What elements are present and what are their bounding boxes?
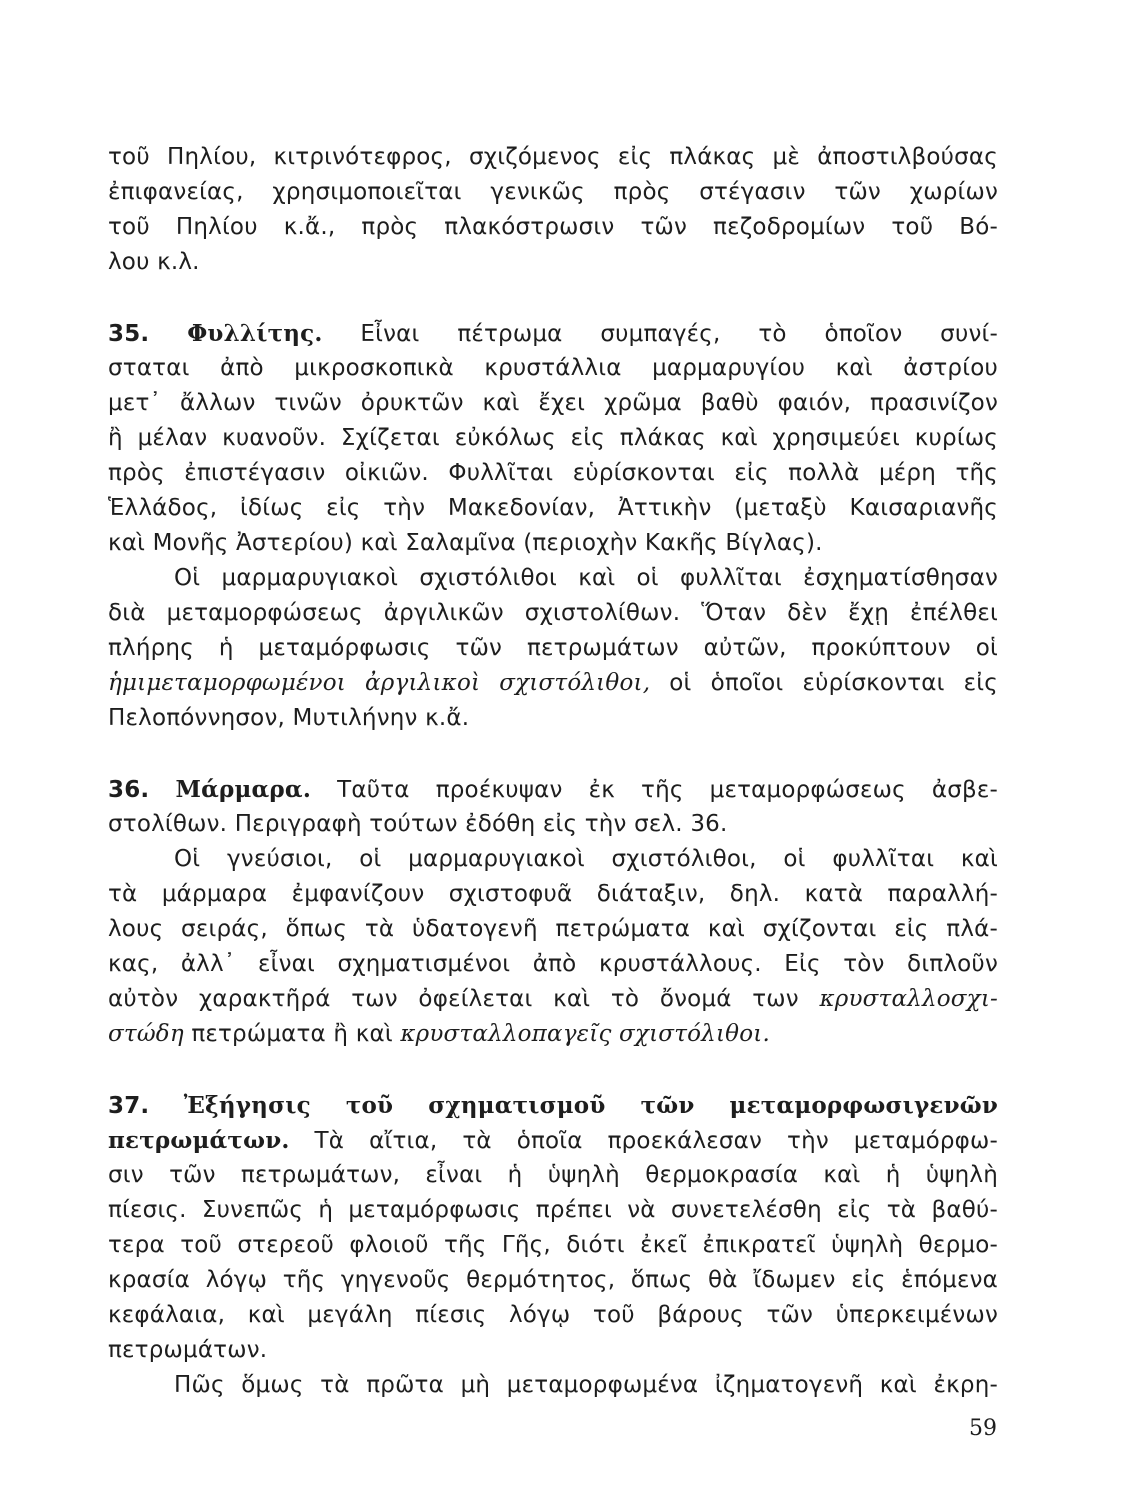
text-line: κρασία λόγῳ τῆς γηγενοῦς θερμότητος, ὅπως θὰ ἴδωμεν εἰς ἑπόμενα: [108, 1267, 998, 1293]
section-37-heading-line: [108, 1088, 998, 1123]
text-line: σιν τῶν πετρωμάτων, εἶναι ἡ ὑψηλὴ θερμοκρασία καὶ ἡ ὑψηλὴ: [108, 1162, 998, 1188]
italic-term: κρυσταλλοσχι-: [819, 986, 999, 1012]
section-number: 35.: [108, 321, 150, 347]
section-36-heading-line: [108, 772, 998, 807]
text-line: πλήρης ἡ μεταμόρφωσις τῶν πετρωμάτων αὐτῶν, προκύπτουν οἱ: [108, 635, 998, 661]
text-run: οἱ ὁποῖοι εὑρίσκονται εἰς: [650, 670, 998, 696]
text-line: λους σειράς, ὅπως τὰ ὑδατογενῆ πετρώματα καὶ σχίζονται εἰς πλά-: [108, 916, 998, 942]
text-line: καὶ Μονῆς Ἀστερίου) καὶ Σαλαμῖνα (περιοχὴν Κακῆς Βίγλας).: [108, 530, 823, 556]
text-run: πετρώματα ἢ καὶ: [191, 1021, 393, 1047]
section-35-heading-line: [108, 316, 998, 351]
text-line: μετ᾽ ἄλλων τινῶν ὀρυκτῶν καὶ ἔχει χρῶμα βαθὺ φαιόν, πρασινίζον: [108, 390, 998, 416]
text-line: Πελοπόννησον, Μυτιλήνην κ.ἄ.: [108, 705, 470, 731]
text-line: [108, 666, 998, 701]
text-line: Οἱ γνεύσιοι, οἱ μαρμαρυγιακοὶ σχιστόλιθοι, οἱ φυλλῖται καὶ: [174, 846, 998, 872]
text-line: ἢ μέλαν κυανοῦν. Σχίζεται εὐκόλως εἰς πλάκας καὶ χρησιμεύει κυρίως: [108, 425, 998, 451]
text-line: Ἑλλάδος, ἰδίως εἰς τὴν Μακεδονίαν, Ἀττικὴν (μεταξὺ Καισαριανῆς: [108, 495, 998, 521]
section-number: 36.: [108, 777, 150, 803]
page-number: 59: [969, 1416, 997, 1441]
text-line: [108, 982, 998, 1017]
page-body: [108, 140, 998, 1403]
text-line: Οἱ μαρμαρυγιακοὶ σχιστόλιθοι καὶ οἱ φυλλῖται ἐσχηματίσθησαν: [174, 565, 998, 591]
text-line: [108, 1017, 998, 1052]
text-line: λου κ.λ.: [108, 249, 200, 275]
text-run: Ταῦτα προέκυψαν ἐκ τῆς μεταμορφώσεως ἀσβε-: [337, 777, 999, 803]
text-run: Εἶναι πέτρωμα συμπαγές, τὸ ὁποῖον συνί-: [360, 321, 998, 347]
text-line: ἐπιφανείας, χρησιμοποιεῖται γενικῶς πρὸς στέγασιν τῶν χωρίων: [108, 179, 998, 205]
text-line: στολίθων. Περιγραφὴ τούτων ἐδόθη εἰς τὴν σελ. 36.: [108, 811, 728, 837]
text-line: τὰ μάρμαρα ἐμφανίζουν σχιστοφυᾶ διάταξιν, δηλ. κατὰ παραλλή-: [108, 881, 998, 907]
text-line: τοῦ Πηλίου, κιτρινότεφρος, σχιζόμενος εἰς πλάκας μὲ ἀποστιλβούσας: [108, 144, 998, 170]
section-number: 37.: [108, 1093, 150, 1119]
text-run: Τὰ αἴτια, τὰ ὁποῖα προεκάλεσαν τὴν μεταμόρφω-: [314, 1128, 998, 1154]
text-line: πίεσις. Συνεπῶς ἡ μεταμόρφωσις πρέπει νὰ συνετελέσθη εἰς τὰ βαθύ-: [108, 1197, 998, 1223]
text-run: αὐτὸν χαρακτῆρά των ὀφείλεται καὶ τὸ ὄνομά των: [108, 986, 799, 1012]
section-title: Μάρμαρα.: [175, 776, 312, 803]
italic-term: ἡμιμεταμορφωμένοι ἀργιλικοὶ σχιστόλιθοι,: [108, 670, 651, 696]
text-line: τοῦ Πηλίου κ.ἄ., πρὸς πλακόστρωσιν τῶν πεζοδρομίων τοῦ Βό-: [108, 214, 998, 240]
section-title: Φυλλίτης.: [187, 320, 323, 347]
text-line: τερα τοῦ στερεοῦ φλοιοῦ τῆς Γῆς, διότι ἐκεῖ ἐπικρατεῖ ὑψηλὴ θερμο-: [108, 1232, 998, 1258]
italic-term: κρυσταλλοπαγεῖς σχιστόλιθοι.: [400, 1021, 770, 1047]
text-line: Πῶς ὅμως τὰ πρῶτα μὴ μεταμορφωμένα ἰζηματογενῆ καὶ ἐκρη-: [174, 1372, 998, 1398]
text-line: πρὸς ἐπιστέγασιν οἰκιῶν. Φυλλῖται εὑρίσκονται εἰς πολλὰ μέρη τῆς: [108, 460, 998, 486]
text-line: κας, ἀλλ᾽ εἶναι σχηματισμένοι ἀπὸ κρυστάλλους. Εἰς τὸν διπλοῦν: [108, 951, 998, 977]
text-line: κεφάλαια, καὶ μεγάλη πίεσις λόγῳ τοῦ βάρους τῶν ὑπερκειμένων: [108, 1302, 998, 1328]
text-line: πετρωμάτων.: [108, 1337, 268, 1363]
section-37-heading-line-2: [108, 1123, 998, 1158]
italic-term: στώδη: [108, 1021, 184, 1047]
text-line: σταται ἀπὸ μικροσκοπικὰ κρυστάλλια μαρμαρυγίου καὶ ἀστρίου: [108, 355, 998, 381]
text-line: διὰ μεταμορφώσεως ἀργιλικῶν σχιστολίθων. Ὅταν δὲν ἔχῃ ἐπέλθει: [108, 600, 998, 626]
section-title: πετρωμάτων.: [108, 1127, 290, 1154]
section-title: Ἐξήγησις τοῦ σχηματισμοῦ τῶν μεταμορφωσιγενῶν: [183, 1092, 998, 1119]
